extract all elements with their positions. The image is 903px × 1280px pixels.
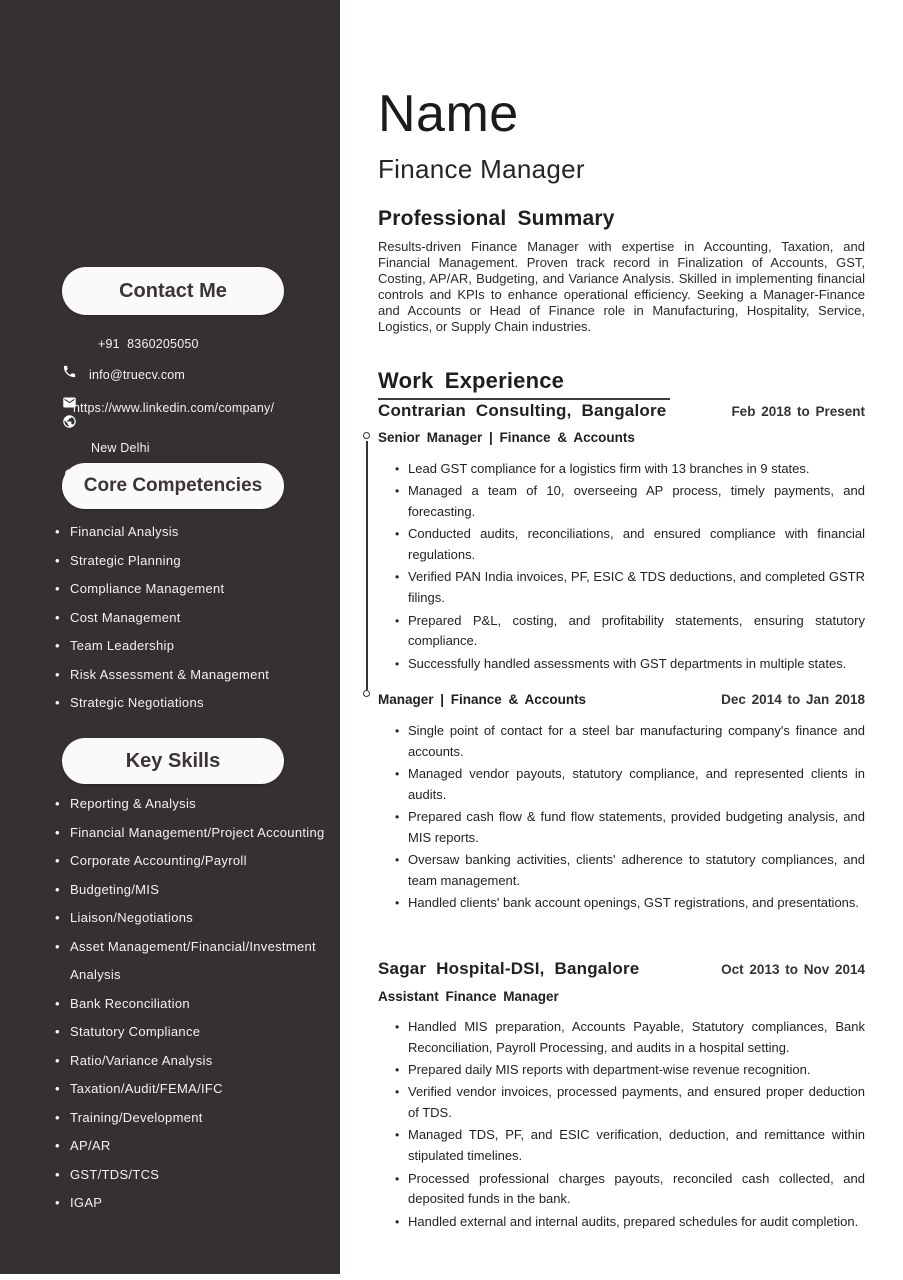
job-company: Sagar Hospital-DSI, Bangalore (378, 959, 640, 978)
role-dates: Dec 2014 to Jan 2018 (721, 692, 865, 707)
timeline-dot-icon (363, 432, 370, 439)
person-title: Finance Manager (378, 154, 585, 184)
bullet-item: • Handled clients' bank account openings, GST registrations, and presentations. (390, 893, 865, 914)
key-skills-list (55, 790, 332, 1218)
list-item: • Cost Management (55, 604, 332, 633)
role-bullet-list (390, 1017, 865, 1234)
job-header (378, 401, 865, 421)
sidebar (0, 0, 340, 1274)
role-title: Senior Manager | Finance & Accounts (378, 430, 635, 445)
role-title: Assistant Finance Manager (378, 989, 559, 1004)
list-item: • Asset Management/Financial/Investment Analysis (55, 933, 332, 990)
email-row (62, 367, 185, 382)
list-item: • Ratio/Variance Analysis (55, 1047, 332, 1076)
bullet-item: • Managed TDS, PF, and ESIC verification, deduction, and remittance within stipulated timelines. (390, 1125, 865, 1167)
email-value: info@truecv.com (89, 367, 186, 382)
role-header (378, 430, 865, 445)
website-value: https://www.linkedin.com/company/ (73, 401, 275, 415)
summary-heading: Professional Summary (378, 207, 615, 230)
phone-value: +91 8360205050 (98, 336, 199, 351)
job-dates: Oct 2013 to Nov 2014 (721, 962, 865, 977)
summary-text: Results-driven Finance Manager with expertise in Accounting, Taxation, and Financial Management. Proven track record in Finalization of Accounts, GST, Costing, AP/AR, Budgeting, and Variance Analysis. Skilled in implementing financial controls and KPIs to enhance operational efficiency. Seeking a Manager-Finance and Accounts or Head of Finance role in Manufacturing, Hospitality, Service, Logistics, or Supply Chain industries. (378, 239, 865, 334)
list-item: • Strategic Planning (55, 547, 332, 576)
role-bullet-list (390, 459, 865, 676)
website-row (73, 401, 274, 415)
list-item: • Financial Analysis (55, 518, 332, 547)
contact-section-pill (62, 267, 284, 315)
experience-heading: Work Experience (378, 368, 670, 400)
list-item: • Financial Management/Project Accounting (55, 819, 332, 848)
timeline-line (366, 441, 368, 690)
location-value: New Delhi (91, 440, 150, 455)
bullet-item: • Handled external and internal audits, prepared schedules for audit completion. (390, 1212, 865, 1233)
job-company: Contrarian Consulting, Bangalore (378, 401, 667, 420)
core-competencies-list (55, 518, 332, 718)
bullet-item: • Handled MIS preparation, Accounts Payable, Statutory compliances, Bank Reconciliation, Payroll Processing, and audits in a hospital setting. (390, 1017, 865, 1059)
job-header (378, 959, 865, 979)
bullet-item: • Prepared P&L, costing, and profitability statements, ensuring statutory compliance. (390, 611, 865, 653)
role-title: Manager | Finance & Accounts (378, 692, 587, 707)
list-item: • Budgeting/MIS (55, 876, 332, 905)
bullet-item: • Managed a team of 10, overseeing AP process, timely payments, and forecasting. (390, 481, 865, 523)
list-item: • Team Leadership (55, 632, 332, 661)
globe-icon (62, 386, 77, 401)
bullet-item: • Prepared cash flow & fund flow statements, provided budgeting analysis, and MIS reports. (390, 807, 865, 849)
website-icon-row (62, 386, 77, 401)
list-item: • IGAP (55, 1189, 332, 1218)
role-bullet-list (390, 721, 865, 916)
bullet-item: • Verified vendor invoices, processed payments, and ensured proper deduction of TDS. (390, 1082, 865, 1124)
person-name: Name (378, 85, 519, 143)
key-skills-pill (62, 738, 284, 784)
list-item: • Liaison/Negotiations (55, 904, 332, 933)
bullet-item: • Verified PAN India invoices, PF, ESIC & TDS deductions, and completed GSTR filings. (390, 567, 865, 609)
envelope-icon (62, 367, 77, 382)
location-row (62, 440, 150, 455)
location-pin-icon (62, 440, 77, 455)
list-item: • Strategic Negotiations (55, 689, 332, 718)
bullet-item: • Prepared daily MIS reports with department-wise revenue recognition. (390, 1060, 865, 1081)
timeline-dot-icon (363, 690, 370, 697)
job-dates: Feb 2018 to Present (731, 404, 865, 419)
list-item: • Reporting & Analysis (55, 790, 332, 819)
bullet-item: • Oversaw banking activities, clients' adherence to statutory compliances, and team management. (390, 850, 865, 892)
core-competencies-pill (62, 463, 284, 509)
bullet-item: • Successfully handled assessments with GST departments in multiple states. (390, 654, 865, 675)
bullet-item: • Lead GST compliance for a logistics firm with 13 branches in 9 states. (390, 459, 865, 480)
list-item: • Statutory Compliance (55, 1018, 332, 1047)
bullet-item: • Managed vendor payouts, statutory compliance, and represented clients in audits. (390, 764, 865, 806)
list-item: • Taxation/Audit/FEMA/IFC (55, 1075, 332, 1104)
list-item: • Training/Development (55, 1104, 332, 1133)
list-item: • AP/AR (55, 1132, 332, 1161)
key-skills-heading: Key Skills (125, 749, 221, 772)
list-item: • Risk Assessment & Management (55, 661, 332, 690)
bullet-item: • Processed professional charges payouts, reconciled cash collected, and deposited funds in the bank. (390, 1169, 865, 1211)
phone-icon (62, 336, 77, 351)
role-header (378, 692, 865, 707)
role-header (378, 989, 865, 1004)
bullet-item: • Single point of contact for a steel bar manufacturing company's finance and accounts. (390, 721, 865, 763)
list-item: • Compliance Management (55, 575, 332, 604)
list-item: • GST/TDS/TCS (55, 1161, 332, 1190)
contact-heading: Contact Me (119, 279, 227, 302)
core-competencies-heading: Core Competencies (83, 475, 263, 496)
phone-row (62, 336, 199, 351)
list-item: • Bank Reconciliation (55, 990, 332, 1019)
bullet-item: • Conducted audits, reconciliations, and ensured compliance with financial regulations. (390, 524, 865, 566)
list-item: • Corporate Accounting/Payroll (55, 847, 332, 876)
